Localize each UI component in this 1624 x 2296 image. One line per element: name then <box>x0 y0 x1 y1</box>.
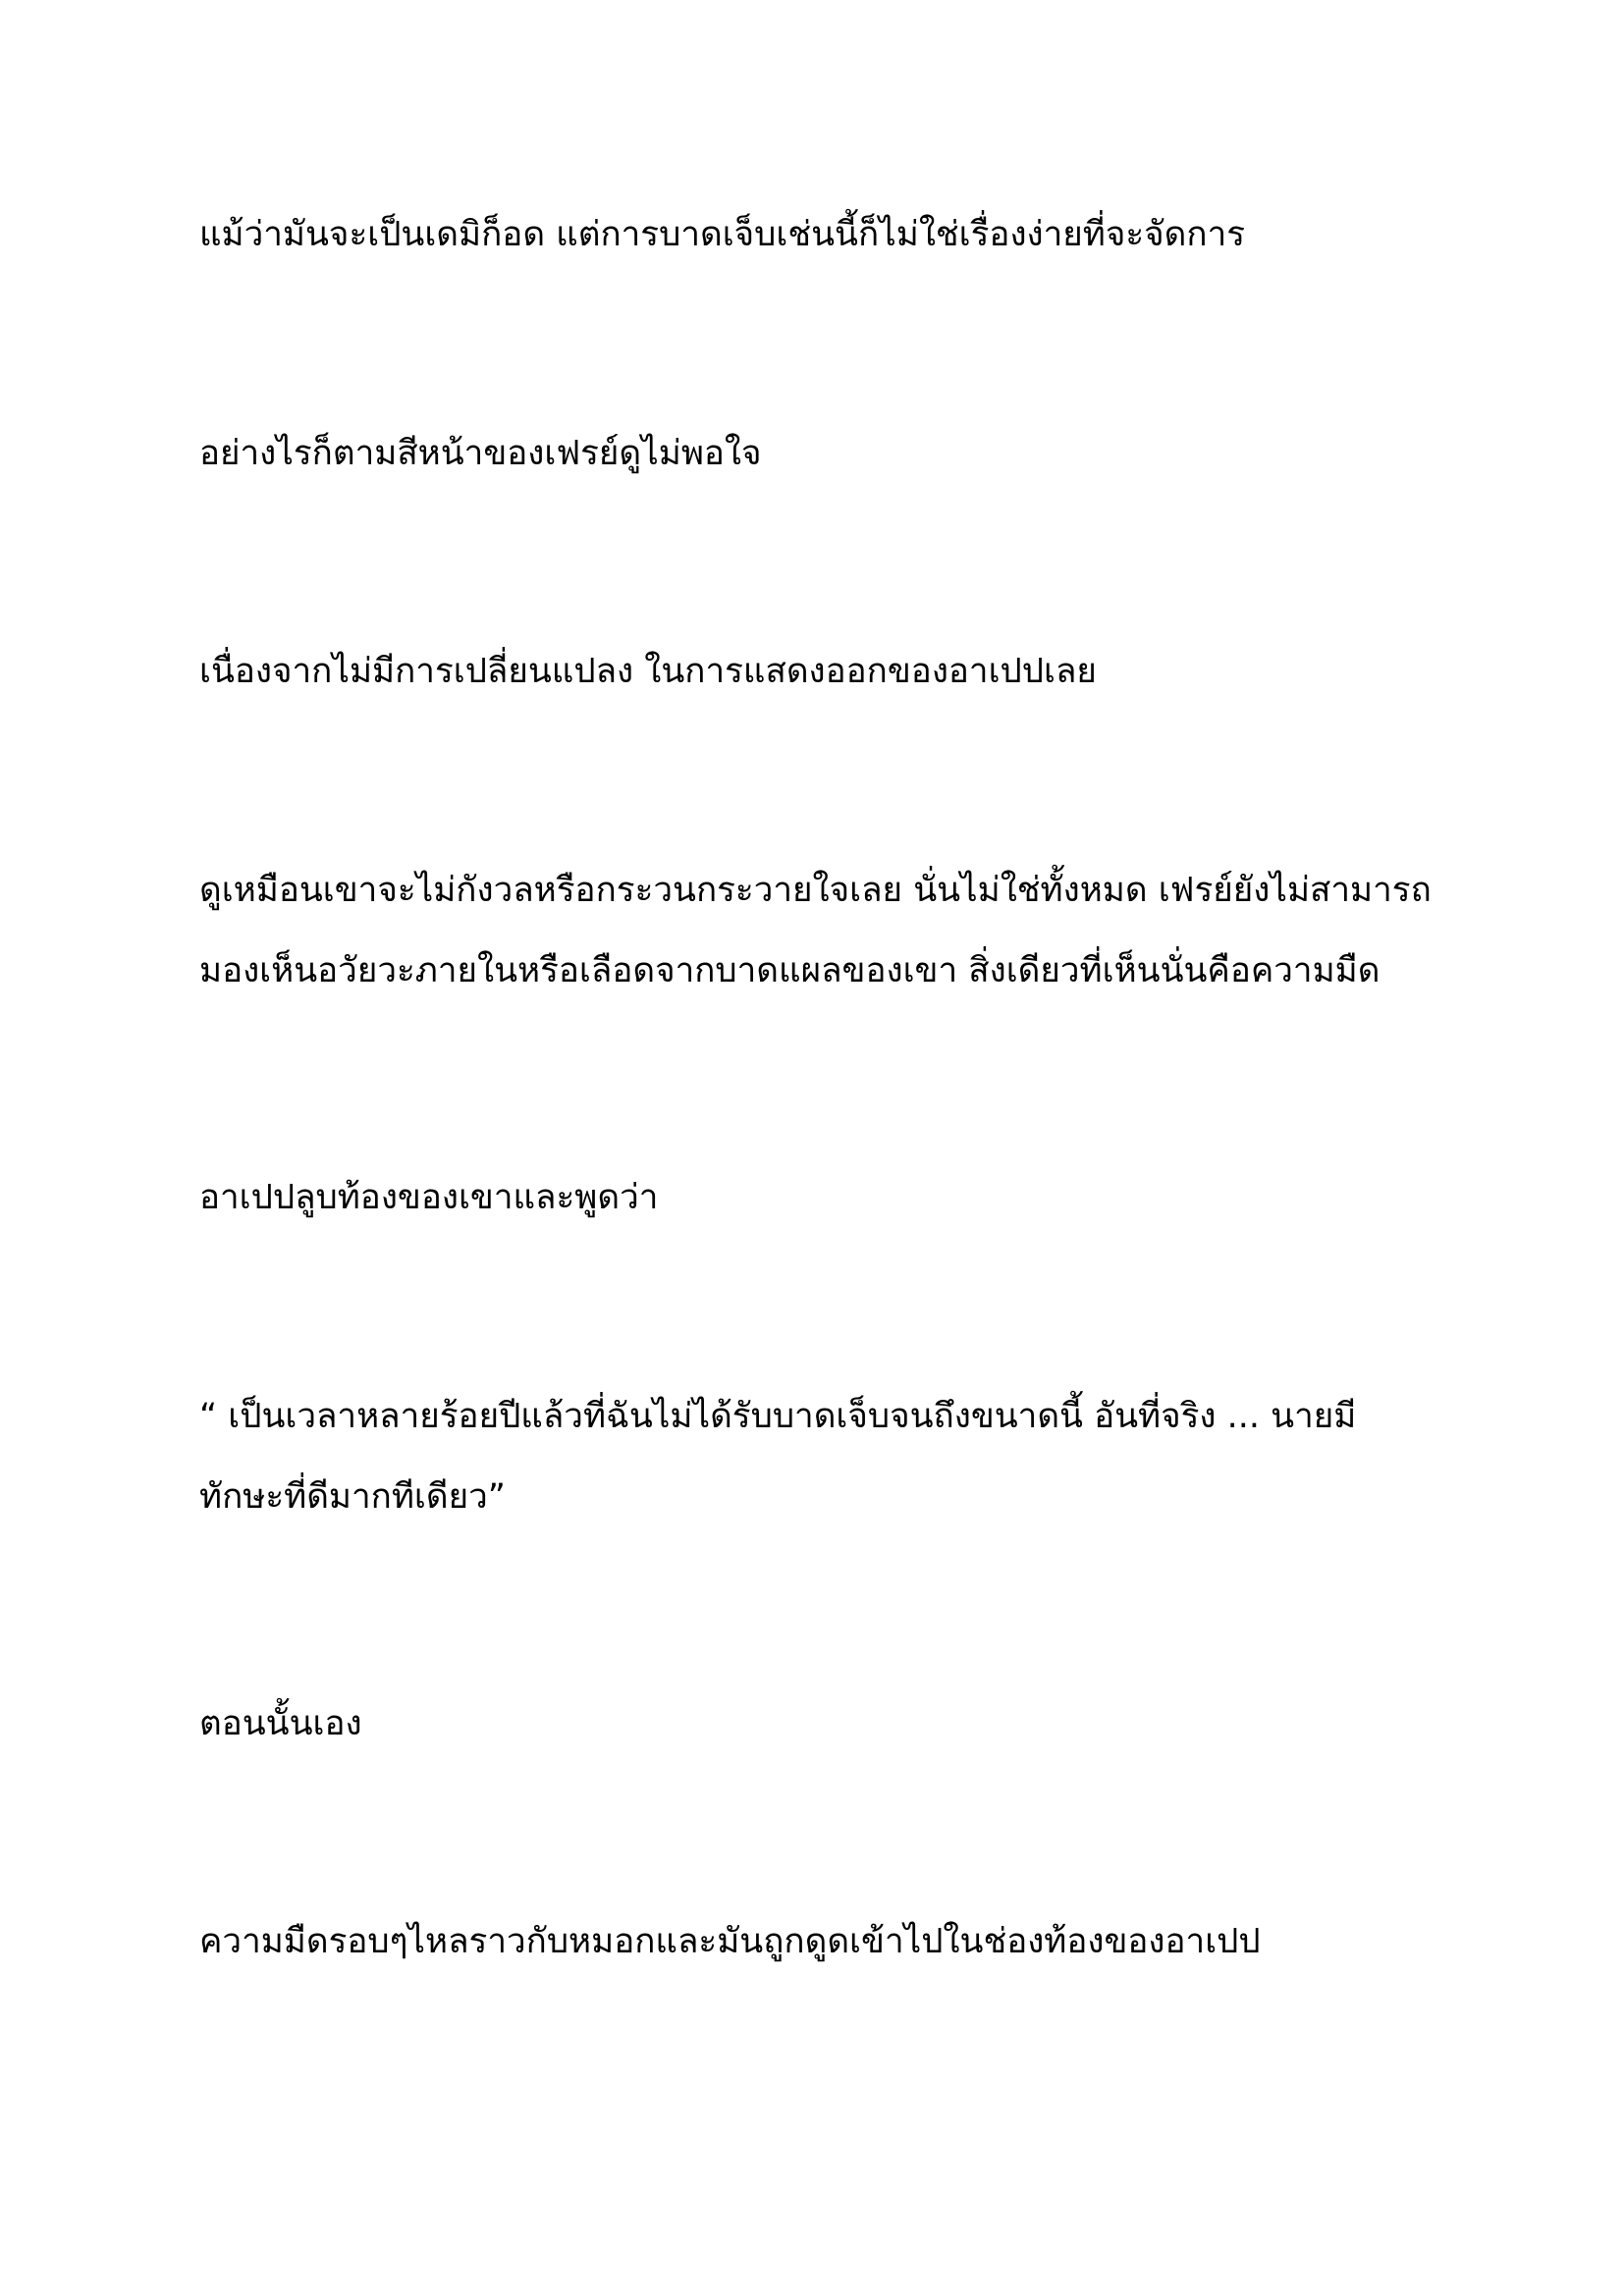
paragraph-line: มองเห็นอวัยวะภายในหรือเลือดจากบาดแผลของเขา สิ่งเดียวที่เห็นนั่นคือความมืด <box>199 951 1380 990</box>
paragraph-line: อย่างไรก็ตามสีหน้าของเฟรย์ดูไม่พอใจ <box>199 434 762 473</box>
paragraph-5 <box>199 1157 1476 1238</box>
paragraph-line: เนื่องจากไม่มีการเปลี่ยนแปลง ในการแสดงออกของอาเปปเลย <box>199 652 1097 691</box>
paragraph-line: อาเปปลูบท้องของเขาและพูดว่า <box>199 1178 659 1217</box>
paragraph-8 <box>199 1901 1476 1982</box>
paragraph-7 <box>199 1683 1476 1764</box>
paragraph-4 <box>199 850 1476 1011</box>
paragraph-line: ความมืดรอบๆไหลราวกับหมอกและมันถูกดูดเข้าไปในช่องท้องของอาเปป <box>199 1922 1261 1961</box>
paragraph-3 <box>199 631 1476 712</box>
paragraph-line: แม้ว่ามันจะเป็นเดมิก็อด แต่การบาดเจ็บเช่นนี้ก็ไม่ใช่เรื่องง่ายที่จะจัดการ <box>199 215 1246 254</box>
paragraph-2 <box>199 413 1476 494</box>
paragraph-line: ดูเหมือนเขาจะไม่กังวลหรือกระวนกระวายใจเลย นั่นไม่ใช่ทั้งหมด เฟรย์ยังไม่สามารถ <box>199 871 1432 910</box>
paragraph-line: ทักษะที่ดีมากทีเดียว” <box>199 1477 506 1517</box>
paragraph-1 <box>199 194 1476 275</box>
paragraph-line: “ เป็นเวลาหลายร้อยปีแล้วที่ฉันไม่ได้รับบาดเจ็บจนถึงขนาดนี้ อันที่จริง ... นายมี <box>199 1397 1357 1436</box>
paragraph-line: ตอนนั้นเอง <box>199 1704 362 1743</box>
paragraph-6 <box>199 1376 1476 1537</box>
